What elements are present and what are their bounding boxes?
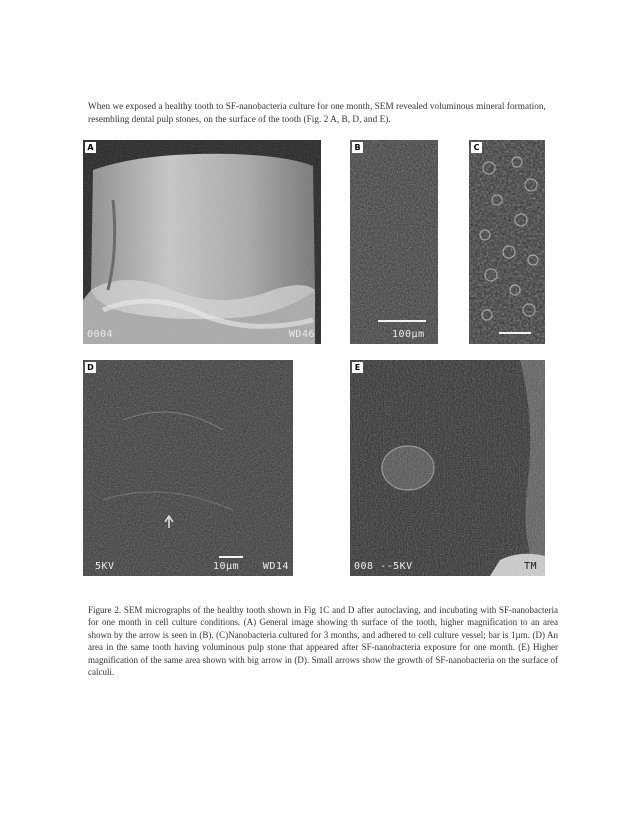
micrograph-b-image: [350, 140, 438, 344]
micrograph-a-image: [83, 140, 321, 344]
micrograph-panel-a: [83, 140, 321, 344]
panel-label-e: E: [352, 362, 363, 373]
micrograph-panel-e: [350, 360, 545, 576]
micrograph-c-image: [469, 140, 545, 344]
micrograph-e-image: [350, 360, 545, 576]
panel-d-right-text: WD14: [262, 561, 289, 572]
figure-caption: Figure 2. SEM micrographs of the healthy tooth shown in Fig 1C and D after autoclaving, and incubating with SF-nanobacteria for one month in cell culture conditions. (A) General image showing th surface of the tooth, higher magnification to an area shown by the arrow is seen in (B). (C)Nanobacteria cultured for 3 months, and adhered to cell culture vessel; bar is 1µm. (D) An area in the same tooth having voluminous pulp stone that appeared after SF-nanobacteria exposure for one month. (E) Higher magnification of the same area shown with big arrow in (D). Small arrows show the growth of SF-nanobacteria on the surface of calculi.: [88, 605, 558, 678]
panel-label-a: A: [85, 142, 96, 153]
panel-d-scale-bar: [219, 556, 243, 558]
micrograph-panel-b: [350, 140, 438, 344]
intro-paragraph: When we exposed a healthy tooth to SF-nanobacteria culture for one month, SEM revealed voluminous mineral formation, resembling dental pulp stones, on the surface of the tooth (Fig. 2 A, B, D, and E).: [88, 101, 546, 124]
panel-label-b: B: [352, 142, 363, 153]
micrograph-panel-c: [469, 140, 545, 344]
panel-e-right-text: TM: [523, 561, 537, 572]
micrograph-d-image: [83, 360, 293, 576]
micrograph-panel-d: [83, 360, 293, 576]
panel-label-c: C: [471, 142, 482, 153]
panel-label-d: D: [85, 362, 96, 373]
panel-b-scale-text: 100µm: [392, 329, 425, 340]
panel-e-left-text: 008 --5KV: [354, 561, 413, 572]
panel-b-scale-bar: [378, 320, 426, 322]
panel-c-scale-bar: [499, 332, 531, 334]
panel-a-left-text: 0004: [87, 329, 114, 340]
panel-a-right-text: WD46: [288, 329, 315, 340]
panel-d-scale-text: 10µm: [213, 561, 240, 572]
panel-d-left-text: 5KV: [95, 561, 115, 572]
